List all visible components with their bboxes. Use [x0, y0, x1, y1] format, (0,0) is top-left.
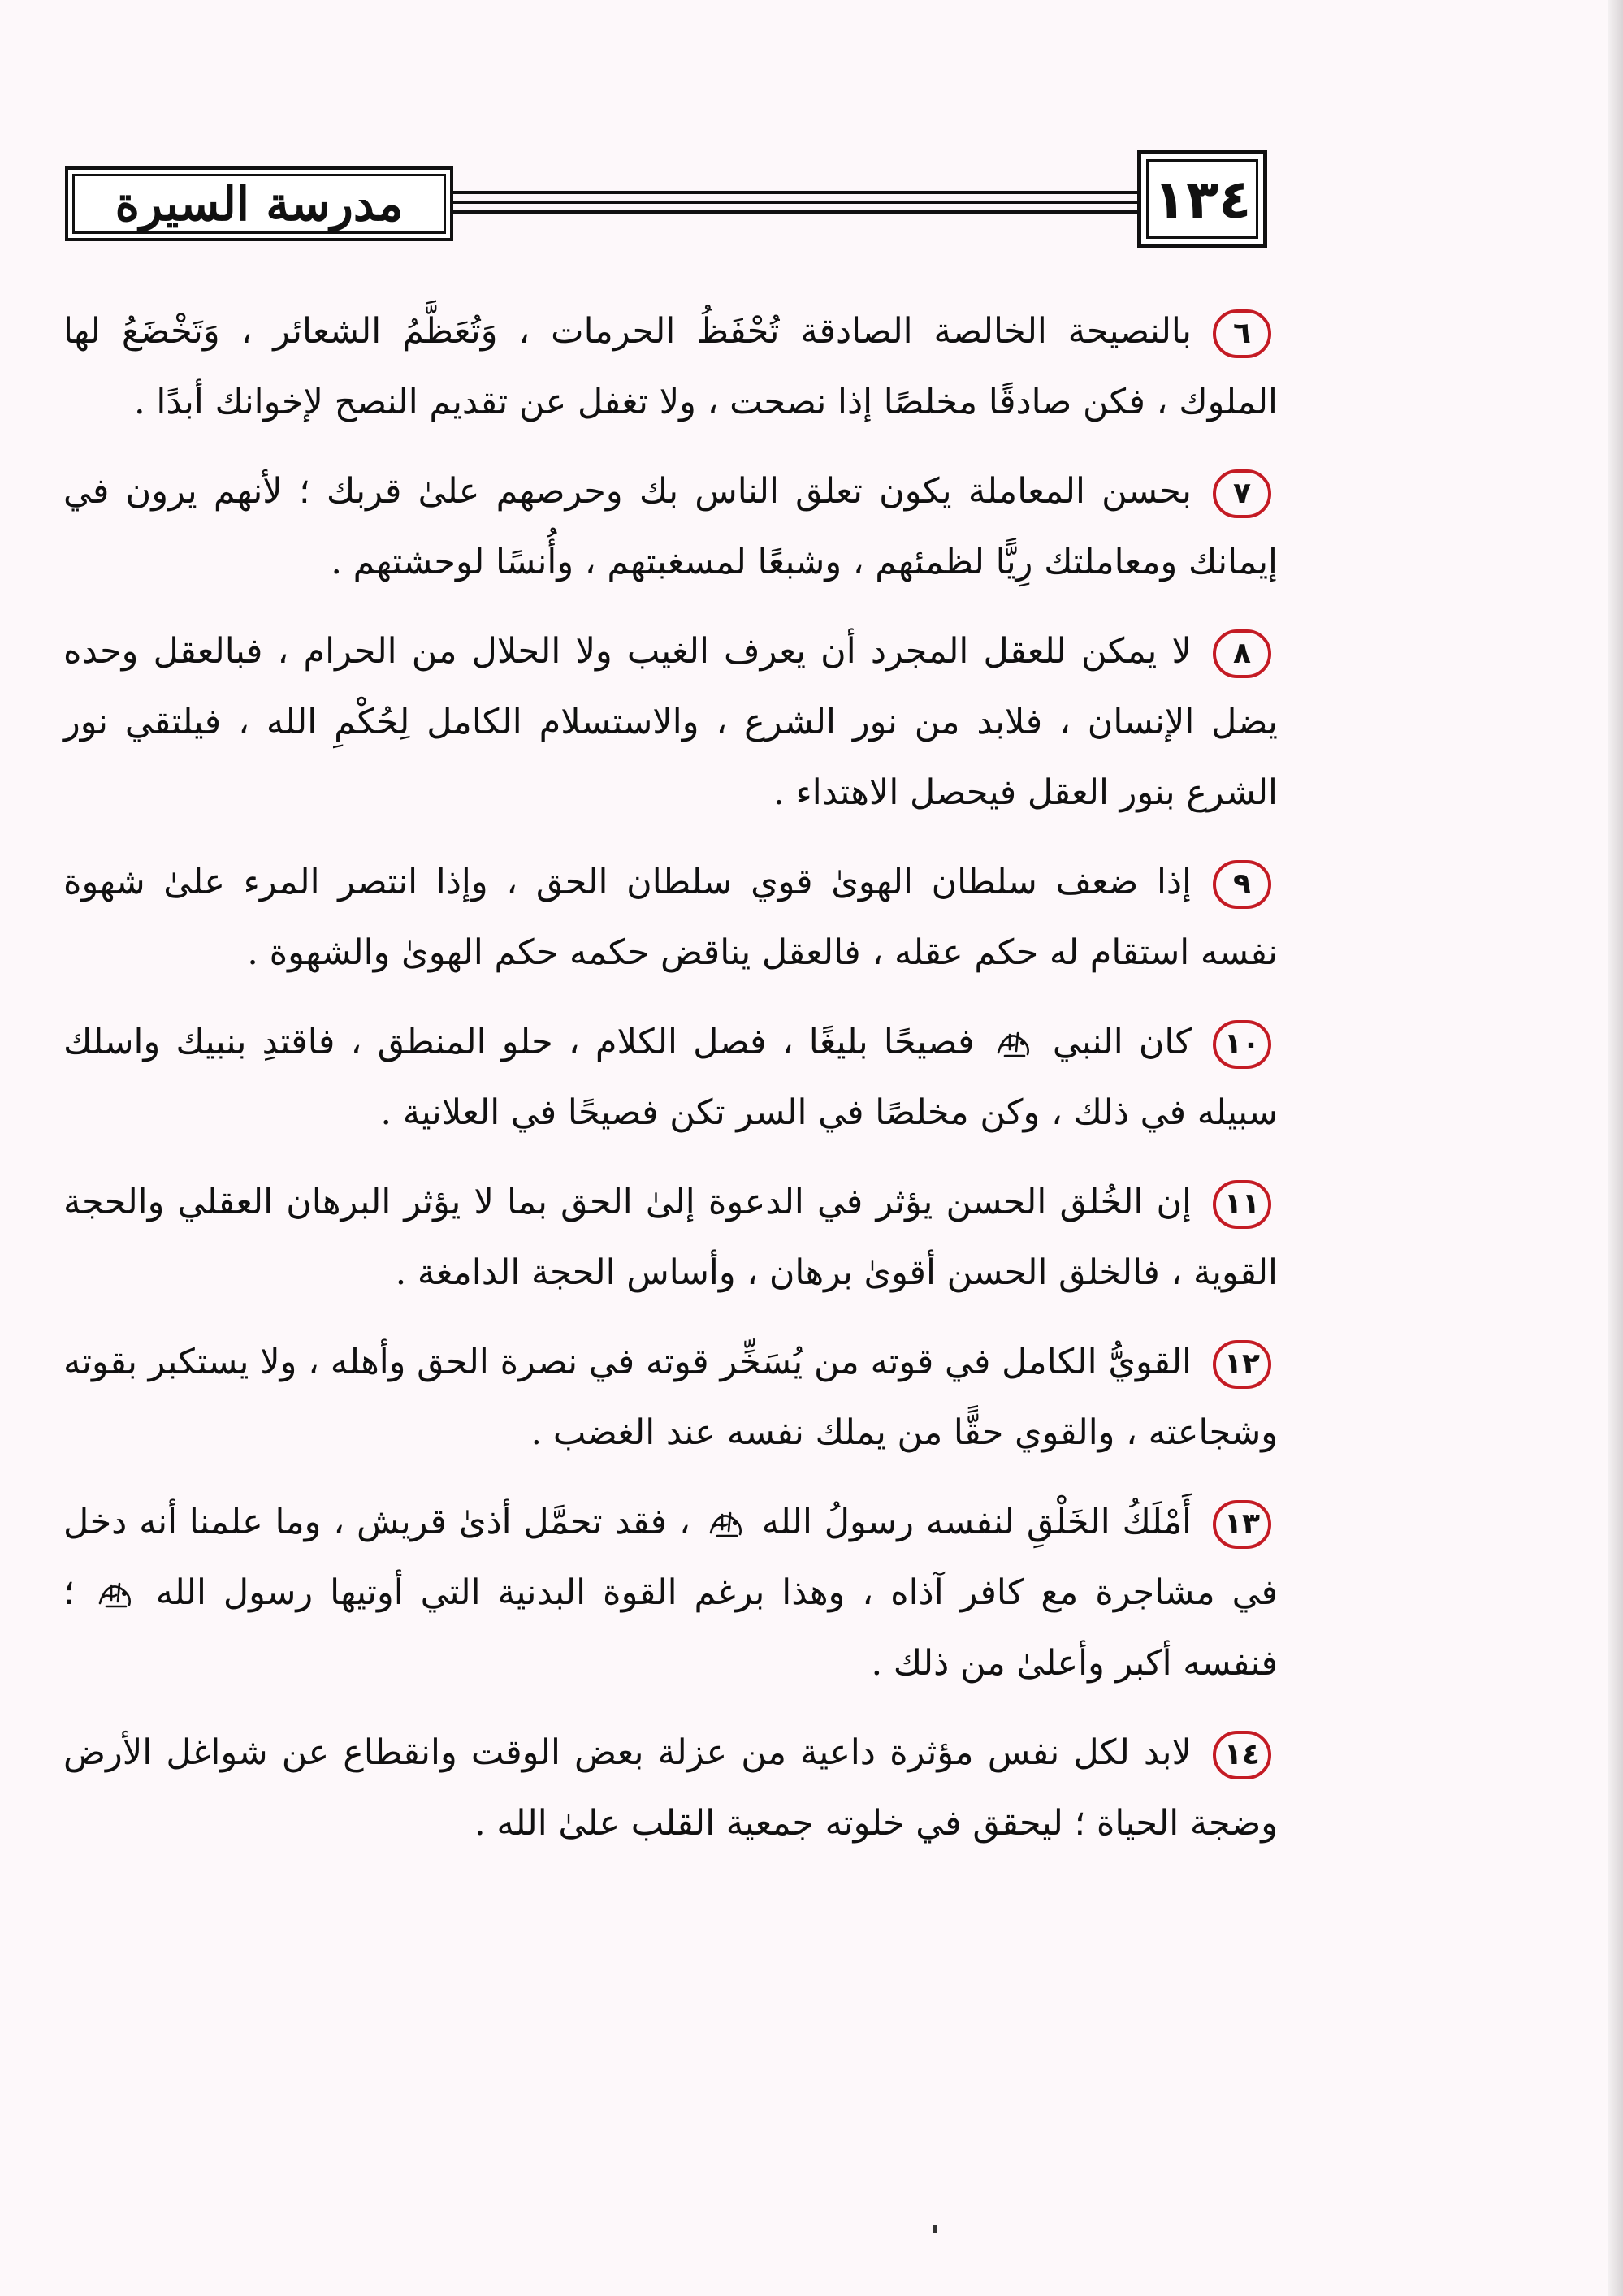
- paragraph-number-badge: ٨: [1213, 629, 1271, 678]
- paragraph-number-badge: ١٤: [1213, 1731, 1271, 1779]
- paragraph-text: بحسن المعاملة يكون تعلق الناس بك وحرصهم علىٰ قربك ؛ لأنهم يرون في إيمانك ومعاملتك رِيًّا لظمئهم ، وشبعًا لمسغبتهم ، وأُنسًا لوحشتهم .: [63, 471, 1278, 582]
- paragraph-text: إن الخُلق الحسن يؤثر في الدعوة إلىٰ الحق بما لا يؤثر البرهان العقلي والحجة القوية ، فالخلق الحسن أقوىٰ برهان ، وأساس الحجة الدامغة .: [63, 1182, 1278, 1293]
- header-rule: [453, 201, 1139, 204]
- page-edge: [1608, 0, 1623, 2296]
- header-rule: [453, 210, 1139, 214]
- paragraph-number-badge: ١١: [1213, 1180, 1271, 1229]
- paragraph-text: ، فقد تحمَّل أذىٰ قريش ، وما علمنا أنه دخل في مشاجرة مع كافر آذاه ، وهذا برغم القوة البدنية التي أوتيها رسول الله: [63, 1502, 1278, 1613]
- book-title: مدرسة السيرة: [115, 176, 404, 231]
- paragraph-text: إذا ضعف سلطان الهوىٰ قوي سلطان الحق ، وإذا انتصر المرء علىٰ شهوة نفسه استقام له حكم عقله ، فالعقل يناقض حكمه حكم الهوىٰ والشهوة .: [63, 862, 1278, 973]
- paragraph-number-badge: ١٣: [1213, 1500, 1271, 1549]
- paragraph-number-badge: ١٠: [1213, 1020, 1271, 1069]
- salutation-seal-icon: [995, 1028, 1032, 1061]
- numbered-paragraph: [63, 847, 1278, 988]
- paragraph-text: لا يمكن للعقل المجرد أن يعرف الغيب ولا الحلال من الحرام ، فبالعقل وحده يضل الإنسان ، فلابد من نور الشرع ، والاستسلام الكامل لِحُكْمِ الله ، فيلتقي نور الشرع بنور العقل فيحصل الاهتداء .: [63, 631, 1278, 813]
- paragraph-text: أَمْلَكُ الخَلْقِ لنفسه رسولُ الله: [749, 1502, 1192, 1542]
- numbered-paragraph: [63, 1327, 1278, 1468]
- paragraph-text: ؛ فنفسه أكبر وأعلىٰ من ذلك .: [63, 1572, 1278, 1684]
- paragraph-number-badge: ٧: [1213, 469, 1271, 518]
- paragraph-text: فصيحًا بليغًا ، فصل الكلام ، حلو المنطق ، فاقتدِ بنبيك واسلك سبيله في ذلك ، وكن مخلصًا في السر تكن فصيحًا في العلانية .: [63, 1022, 1278, 1133]
- paragraph-text: القويُّ الكامل في قوته من يُسَخِّر قوته في نصرة الحق وأهله ، ولا يستكبر بقوته وشجاعته ، والقوي حقًّا من يملك نفسه عند الغضب .: [63, 1342, 1278, 1453]
- paragraph-number-badge: ١٢: [1213, 1340, 1271, 1389]
- paragraph-number-badge: ٦: [1213, 309, 1271, 358]
- numbered-paragraph: [63, 456, 1278, 598]
- numbered-paragraph: [63, 1007, 1278, 1148]
- salutation-seal-icon: [708, 1508, 745, 1541]
- numbered-paragraph: [63, 296, 1278, 438]
- book-title-banner: [65, 166, 453, 241]
- main-text: [63, 296, 1278, 1878]
- header-rule: [453, 191, 1139, 194]
- paragraph-number-badge: ٩: [1213, 860, 1271, 909]
- numbered-paragraph: [63, 1487, 1278, 1699]
- paragraph-text: لابد لكل نفس مؤثرة داعية من عزلة بعض الوقت وانقطاع عن شواغل الأرض وضجة الحياة ؛ ليحقق في خلوته جمعية القلب علىٰ الله .: [63, 1732, 1278, 1844]
- page-number-box: [1137, 150, 1267, 248]
- page-header: [65, 142, 1267, 256]
- numbered-paragraph: [63, 1718, 1278, 1859]
- numbered-paragraph: [63, 616, 1278, 828]
- paragraph-text: بالنصيحة الخالصة الصادقة تُحْفَظُ الحرمات ، وَتُعَظَّمُ الشعائر ، وَتَخْضَعُ لها الملوك ، فكن صادقًا مخلصًا إذا نصحت ، ولا تغفل عن تقديم النصح لإخوانك أبدًا .: [63, 311, 1278, 422]
- numbered-paragraph: [63, 1167, 1278, 1308]
- page-number: ١٣٤: [1153, 167, 1252, 231]
- salutation-seal-icon: [97, 1579, 134, 1611]
- paragraph-text: كان النبي: [1037, 1022, 1192, 1062]
- print-mark: [933, 2225, 937, 2233]
